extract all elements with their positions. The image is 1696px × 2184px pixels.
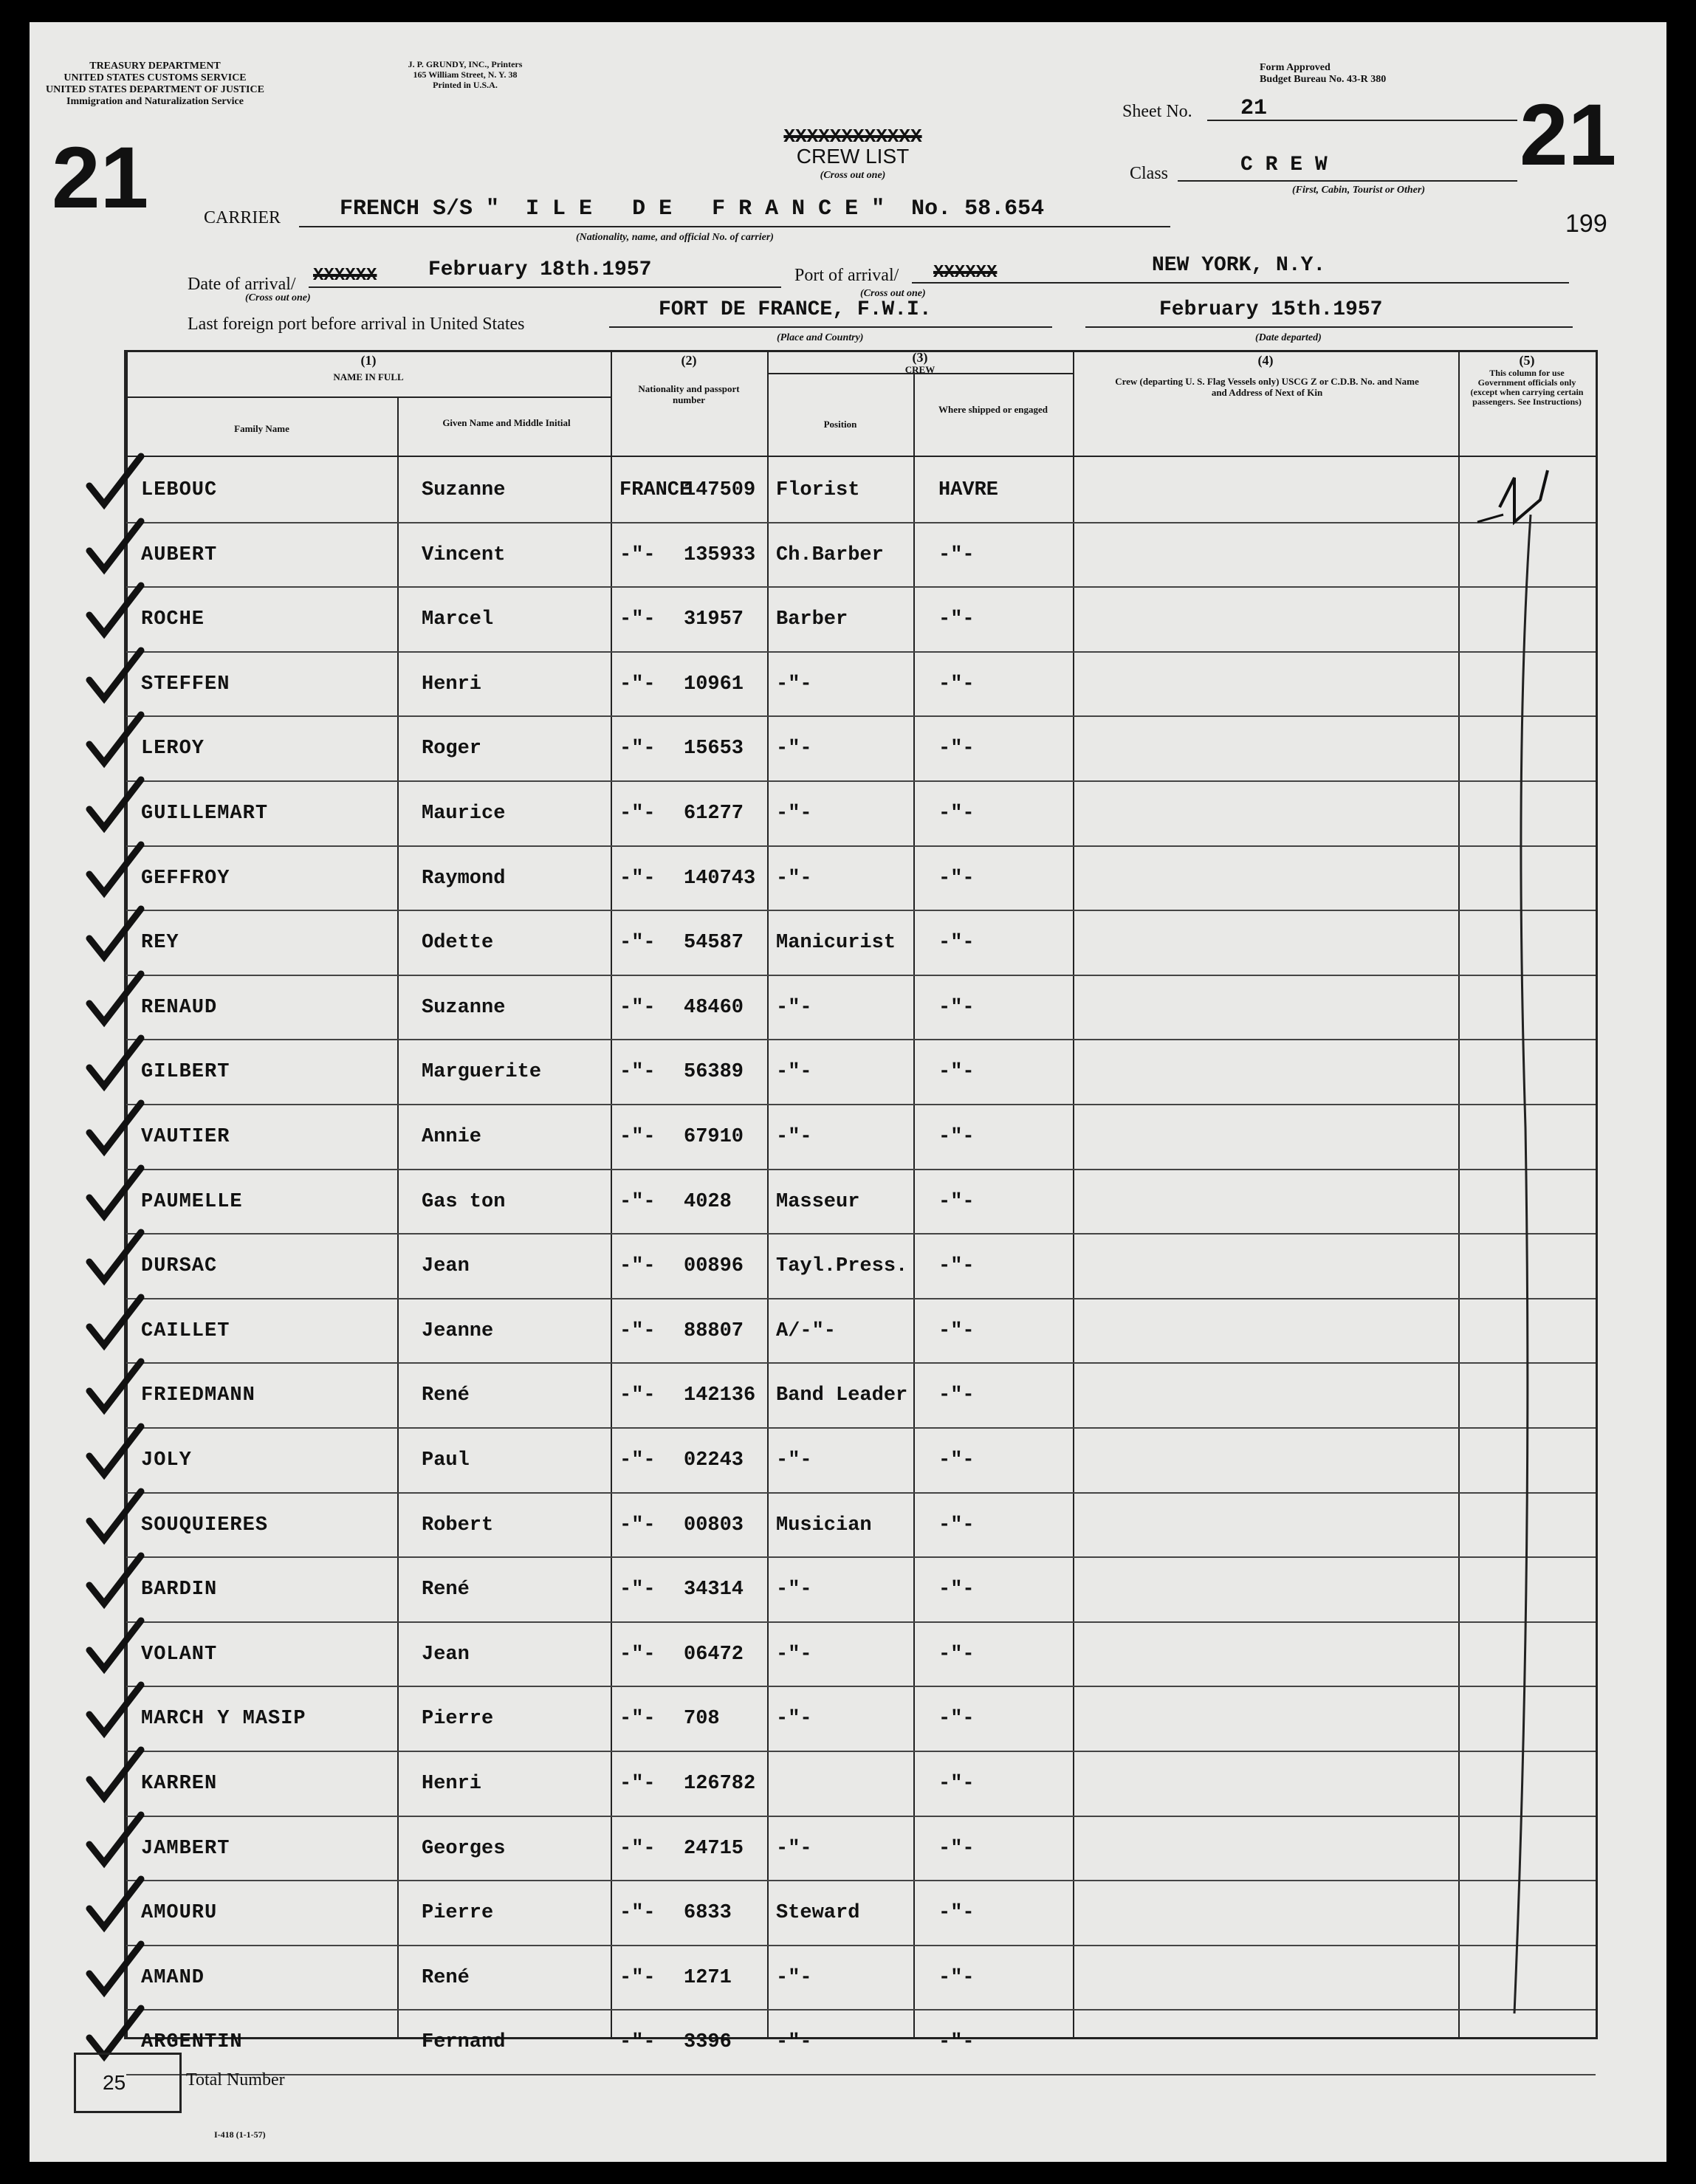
last-port-label: Last foreign port before arrival in United States [188,315,525,334]
position-cell: -"- [776,673,812,696]
position-cell: Masseur [776,1190,860,1213]
printer-line: J. P. GRUNDY, INC., Printers [408,59,523,69]
where-shipped-cell: -"- [938,1643,975,1666]
checkmark-icon [82,1617,148,1683]
sheet-stamp-right: 21 [1520,86,1617,184]
given-name-cell: Vincent [422,543,506,566]
nationality-cell: -"- [619,803,656,825]
family-name-cell: AUBERT [141,543,218,566]
passport-number-cell: 140743 [684,867,756,890]
family-name-cell: AMAND [141,1966,205,1989]
given-name-cell: Odette [422,932,494,955]
family-name-cell: REY [141,932,179,955]
family-name-cell: JOLY [141,1449,192,1472]
printer-line: Printed in U.S.A. [433,80,498,90]
table-row [126,910,1596,976]
passport-number-cell: 4028 [684,1190,732,1213]
table-row [126,1816,1596,1882]
nationality-cell: -"- [619,867,656,890]
family-name-cell: FRIEDMANN [141,1384,255,1407]
passport-number-cell: 31957 [684,608,744,631]
passport-number-cell: 142136 [684,1384,756,1407]
family-name-cell: ARGENTIN [141,2031,243,2054]
passport-number-cell: 10961 [684,673,744,696]
col4-title: Crew (departing U. S. Flag Vessels only) USCG Z or C.D.B. No. and Name and Address of Next of Kin [1115,376,1419,398]
where-shipped-cell: -"- [938,1708,975,1731]
table-row [126,975,1596,1041]
passport-number-cell: 56389 [684,1061,744,1084]
col1b-header: Given Name and Middle Initial [442,417,571,428]
table-row [126,457,1596,523]
checkmark-icon [82,1552,148,1618]
checkmark-icon [82,582,148,648]
where-shipped-cell: -"- [938,1773,975,1795]
crew-list-document [30,22,1666,2162]
nationality-cell: -"- [619,1255,656,1278]
table-row [126,1686,1596,1752]
family-name-cell: PAUMELLE [141,1190,243,1213]
table-row [126,1751,1596,1817]
given-name-cell: Marguerite [422,1061,542,1084]
family-name-cell: VAUTIER [141,1126,230,1148]
where-shipped-cell: -"- [938,867,975,890]
position-cell: -"- [776,1061,812,1084]
table-row [126,780,1596,847]
sheet-stamp-left: 21 [52,129,149,227]
passport-number-cell: 126782 [684,1773,756,1795]
checkmark-icon [82,1358,148,1424]
nationality-cell: -"- [619,1643,656,1666]
checkmark-icon [82,1681,148,1748]
date-arrival-struck: XXXXXX [313,266,377,286]
nationality-cell: -"- [619,1514,656,1536]
col5-number: (5) [1519,353,1535,368]
total-number-label: Total Number [186,2070,285,2089]
position-cell: -"- [776,803,812,825]
position-cell: -"- [776,1126,812,1148]
given-name-cell: Roger [422,738,482,760]
family-name-cell: CAILLET [141,1319,230,1342]
checkmark-icon [82,518,148,584]
passport-number-cell: 708 [684,1708,720,1731]
table-row [126,1492,1596,1559]
family-name-cell: STEFFEN [141,673,230,696]
checkmark-icon [82,1423,148,1489]
table-row [126,1880,1596,1946]
nationality-cell: -"- [619,543,656,566]
passport-number-cell: 48460 [684,996,744,1019]
where-shipped-cell: -"- [938,1837,975,1860]
position-cell: -"- [776,1837,812,1860]
given-name-cell: Gas ton [422,1190,506,1213]
budget-bureau-text: Budget Bureau No. 43-R 380 [1260,74,1387,85]
total-number-value: 25 [103,2071,126,2094]
col1-title: NAME IN FULL [333,371,404,382]
given-name-cell: Fernand [422,2031,506,2054]
table-row [126,651,1596,718]
checkmark-icon [82,1164,148,1231]
position-cell: Manicurist [776,932,896,955]
position-cell: -"- [776,1966,812,1989]
position-cell: Florist [776,479,860,501]
checkmark-icon [82,1034,148,1101]
passport-number-cell: 1271 [684,1966,732,1989]
page-reference: 199 [1565,210,1607,238]
nationality-cell: -"- [619,2031,656,2054]
table-row [126,1427,1596,1494]
date-departed-value: February 15th.1957 [1159,298,1383,321]
given-name-cell: Jeanne [422,1319,494,1342]
where-shipped-cell: -"- [938,1384,975,1407]
total-number-box [74,2053,182,2113]
given-name-cell: Suzanne [422,479,506,501]
given-name-cell: Henri [422,1773,482,1795]
family-name-cell: GILBERT [141,1061,230,1084]
family-name-cell: GUILLEMART [141,803,269,825]
nationality-cell: -"- [619,1708,656,1731]
where-shipped-cell: -"- [938,1126,975,1148]
date-departed-note: (Date departed) [1255,332,1322,343]
passport-number-cell: 06472 [684,1643,744,1666]
checkmark-icon [82,1294,148,1360]
checkmark-icon [82,1229,148,1295]
checkmark-icon [82,1940,148,2007]
passport-number-cell: 15653 [684,738,744,760]
nationality-cell: -"- [619,1126,656,1148]
position-cell: -"- [776,738,812,760]
position-cell: -"- [776,867,812,890]
nationality-cell: -"- [619,1837,656,1860]
family-name-cell: LEROY [141,738,205,760]
cross-out-note-left: (Cross out one) [245,292,311,303]
col3b-header: Where shipped or engaged [938,404,1048,415]
given-name-cell: René [422,1384,470,1407]
where-shipped-cell: -"- [938,608,975,631]
family-name-cell: ROCHE [141,608,205,631]
class-label: Class [1130,164,1169,183]
table-row [126,586,1596,653]
position-cell: Musician [776,1514,872,1536]
nationality-cell: -"- [619,1966,656,1989]
col3a-header: Position [823,419,857,430]
where-shipped-cell: HAVRE [938,479,999,501]
table-row [126,1039,1596,1105]
passport-number-cell: 67910 [684,1126,744,1148]
given-name-cell: Suzanne [422,996,506,1019]
passport-number-cell: 00896 [684,1255,744,1278]
printer-block [391,59,539,90]
carrier-note: (Nationality, name, and official No. of carrier) [576,232,774,243]
agency-line: TREASURY DEPARTMENT [89,61,221,72]
checkmark-icon [82,1746,148,1813]
struck-title: XXXXXXXXXXXX [783,126,922,148]
table-row [126,715,1596,782]
where-shipped-cell: -"- [938,1902,975,1925]
table-row [126,1621,1596,1688]
position-cell: Steward [776,1902,860,1925]
position-cell: -"- [776,1449,812,1472]
position-cell: -"- [776,1579,812,1601]
date-arrival-label: Date of arrival/ [188,275,296,294]
given-name-cell: Jean [422,1643,470,1666]
port-arrival-value: NEW YORK, N.Y. [1152,254,1326,277]
position-cell: -"- [776,996,812,1019]
crew-rows [126,457,1596,2054]
crew-table [124,350,1598,2054]
col5-title: This column for use Government officials only (except when carrying certain passengers. See Instructions) [1470,368,1584,407]
col1a-header: Family Name [234,423,289,434]
checkmark-icon [82,905,148,972]
position-cell: -"- [776,1708,812,1731]
col1-number: (1) [360,353,377,368]
printer-line: 165 William Street, N. Y. 38 [413,69,518,80]
passport-number-cell: 00803 [684,1514,744,1536]
position-cell: Tayl.Press. [776,1255,908,1278]
position-cell: Band Leader [776,1384,908,1407]
col4-number: (4) [1257,353,1274,368]
family-name-cell: AMOURU [141,1902,218,1925]
nationality-cell: -"- [619,1773,656,1795]
nationality-cell: -"- [619,1579,656,1601]
table-row [126,1233,1596,1299]
table-row [126,1169,1596,1235]
agency-line: Immigration and Naturalization Service [66,96,244,107]
given-name-cell: Raymond [422,867,506,890]
nationality-cell: -"- [619,738,656,760]
where-shipped-cell: -"- [938,673,975,696]
family-name-cell: RENAUD [141,996,218,1019]
checkmark-icon [82,841,148,907]
where-shipped-cell: -"- [938,932,975,955]
where-shipped-cell: -"- [938,738,975,760]
nationality-cell: -"- [619,1384,656,1407]
checkmark-icon [82,1099,148,1166]
checkmark-icon [82,453,148,519]
table-row [126,845,1596,912]
given-name-cell: Pierre [422,1902,494,1925]
position-cell: -"- [776,1643,812,1666]
table-row [126,1298,1596,1364]
nationality-cell: -"- [619,996,656,1019]
where-shipped-cell: -"- [938,996,975,1019]
family-name-cell: SOUQUIERES [141,1514,269,1536]
table-row [126,1104,1596,1170]
table-row [126,1556,1596,1623]
nationality-cell: -"- [619,1190,656,1213]
last-port-value: FORT DE FRANCE, F.W.I. [659,298,932,321]
family-name-cell: DURSAC [141,1255,218,1278]
checkmark-icon [82,776,148,842]
col3-number: (3) [912,350,928,365]
family-name-cell: GEFFROY [141,867,230,890]
last-port-note: (Place and Country) [777,332,864,343]
carrier-value: FRENCH S/S " I L E D E F R A N C E " No. 58.654 [340,196,1045,222]
passport-number-cell: 6833 [684,1902,732,1925]
given-name-cell: Pierre [422,1708,494,1731]
where-shipped-cell: -"- [938,1061,975,1084]
family-name-cell: MARCH Y MASIP [141,1708,306,1731]
passport-number-cell: 02243 [684,1449,744,1472]
where-shipped-cell: -"- [938,543,975,566]
form-code: I-418 (1-1-57) [214,2129,266,2140]
passport-number-cell: 24715 [684,1837,744,1860]
where-shipped-cell: -"- [938,803,975,825]
passport-number-cell: 3396 [684,2031,732,2054]
class-note: (First, Cabin, Tourist or Other) [1292,185,1425,196]
nationality-cell: -"- [619,1902,656,1925]
given-name-cell: Robert [422,1514,494,1536]
table-row [126,2009,1596,2075]
family-name-cell: KARREN [141,1773,218,1795]
checkmark-icon [82,1875,148,1942]
position-cell: -"- [776,2031,812,2054]
given-name-cell: Maurice [422,803,506,825]
family-name-cell: LEBOUC [141,479,218,501]
given-name-cell: René [422,1579,470,1601]
nationality-cell: -"- [619,1061,656,1084]
port-arrival-label: Port of arrival/ [794,266,899,285]
nationality-cell: -"- [619,1319,656,1342]
table-row [126,1945,1596,2011]
agency-block [37,61,273,108]
title-note: (Cross out one) [820,170,886,181]
nationality-cell: -"- [619,1449,656,1472]
passport-number-cell: 54587 [684,932,744,955]
handwritten-mark-icon [1470,463,1588,2050]
family-name-cell: VOLANT [141,1643,218,1666]
where-shipped-cell: -"- [938,1966,975,1989]
where-shipped-cell: -"- [938,1255,975,1278]
class-value: C R E W [1240,154,1328,176]
passport-number-cell: 34314 [684,1579,744,1601]
nationality-cell: -"- [619,673,656,696]
table-row [126,1362,1596,1429]
given-name-cell: Georges [422,1837,506,1860]
agency-line: UNITED STATES DEPARTMENT OF JUSTICE [46,84,264,95]
given-name-cell: Henri [422,673,482,696]
where-shipped-cell: -"- [938,1449,975,1472]
col2-title: Nationality and passport number [638,383,740,405]
carrier-label: CARRIER [204,208,281,227]
table-row [126,522,1596,588]
family-name-cell: JAMBERT [141,1837,230,1860]
port-arrival-struck: XXXXXX [933,263,998,283]
sheet-no-label: Sheet No. [1122,102,1192,121]
position-cell: Barber [776,608,848,631]
passport-number-cell: 88807 [684,1319,744,1342]
nationality-cell: -"- [619,608,656,631]
checkmark-icon [82,1488,148,1554]
agency-line: UNITED STATES CUSTOMS SERVICE [63,72,247,83]
where-shipped-cell: -"- [938,1319,975,1342]
checkmark-icon [82,647,148,713]
checkmark-icon [82,970,148,1037]
sheet-no-value: 21 [1240,96,1268,121]
document-title: CREW LIST [796,145,910,168]
checkmark-icon [82,711,148,777]
given-name-cell: Annie [422,1126,482,1148]
position-cell: A/-"- [776,1319,837,1342]
passport-number-cell: 135933 [684,543,756,566]
given-name-cell: Paul [422,1449,470,1472]
given-name-cell: Jean [422,1255,470,1278]
given-name-cell: Marcel [422,608,494,631]
form-approved [1260,62,1386,86]
nationality-cell: -"- [619,932,656,955]
where-shipped-cell: -"- [938,2031,975,2054]
where-shipped-cell: -"- [938,1190,975,1213]
form-approved-text: Form Approved [1260,62,1331,73]
passport-number-cell: 147509 [684,479,756,501]
col2-number: (2) [681,353,697,368]
where-shipped-cell: -"- [938,1514,975,1536]
family-name-cell: BARDIN [141,1579,218,1601]
position-cell: Ch.Barber [776,543,884,566]
cross-out-note-right: (Cross out one) [860,288,926,299]
col3-title: CREW [904,364,935,375]
where-shipped-cell: -"- [938,1579,975,1601]
nationality-cell: FRANCE [619,479,692,501]
date-arrival-value: February 18th.1957 [428,258,652,281]
given-name-cell: René [422,1966,470,1989]
checkmark-icon [82,1811,148,1878]
passport-number-cell: 61277 [684,803,744,825]
